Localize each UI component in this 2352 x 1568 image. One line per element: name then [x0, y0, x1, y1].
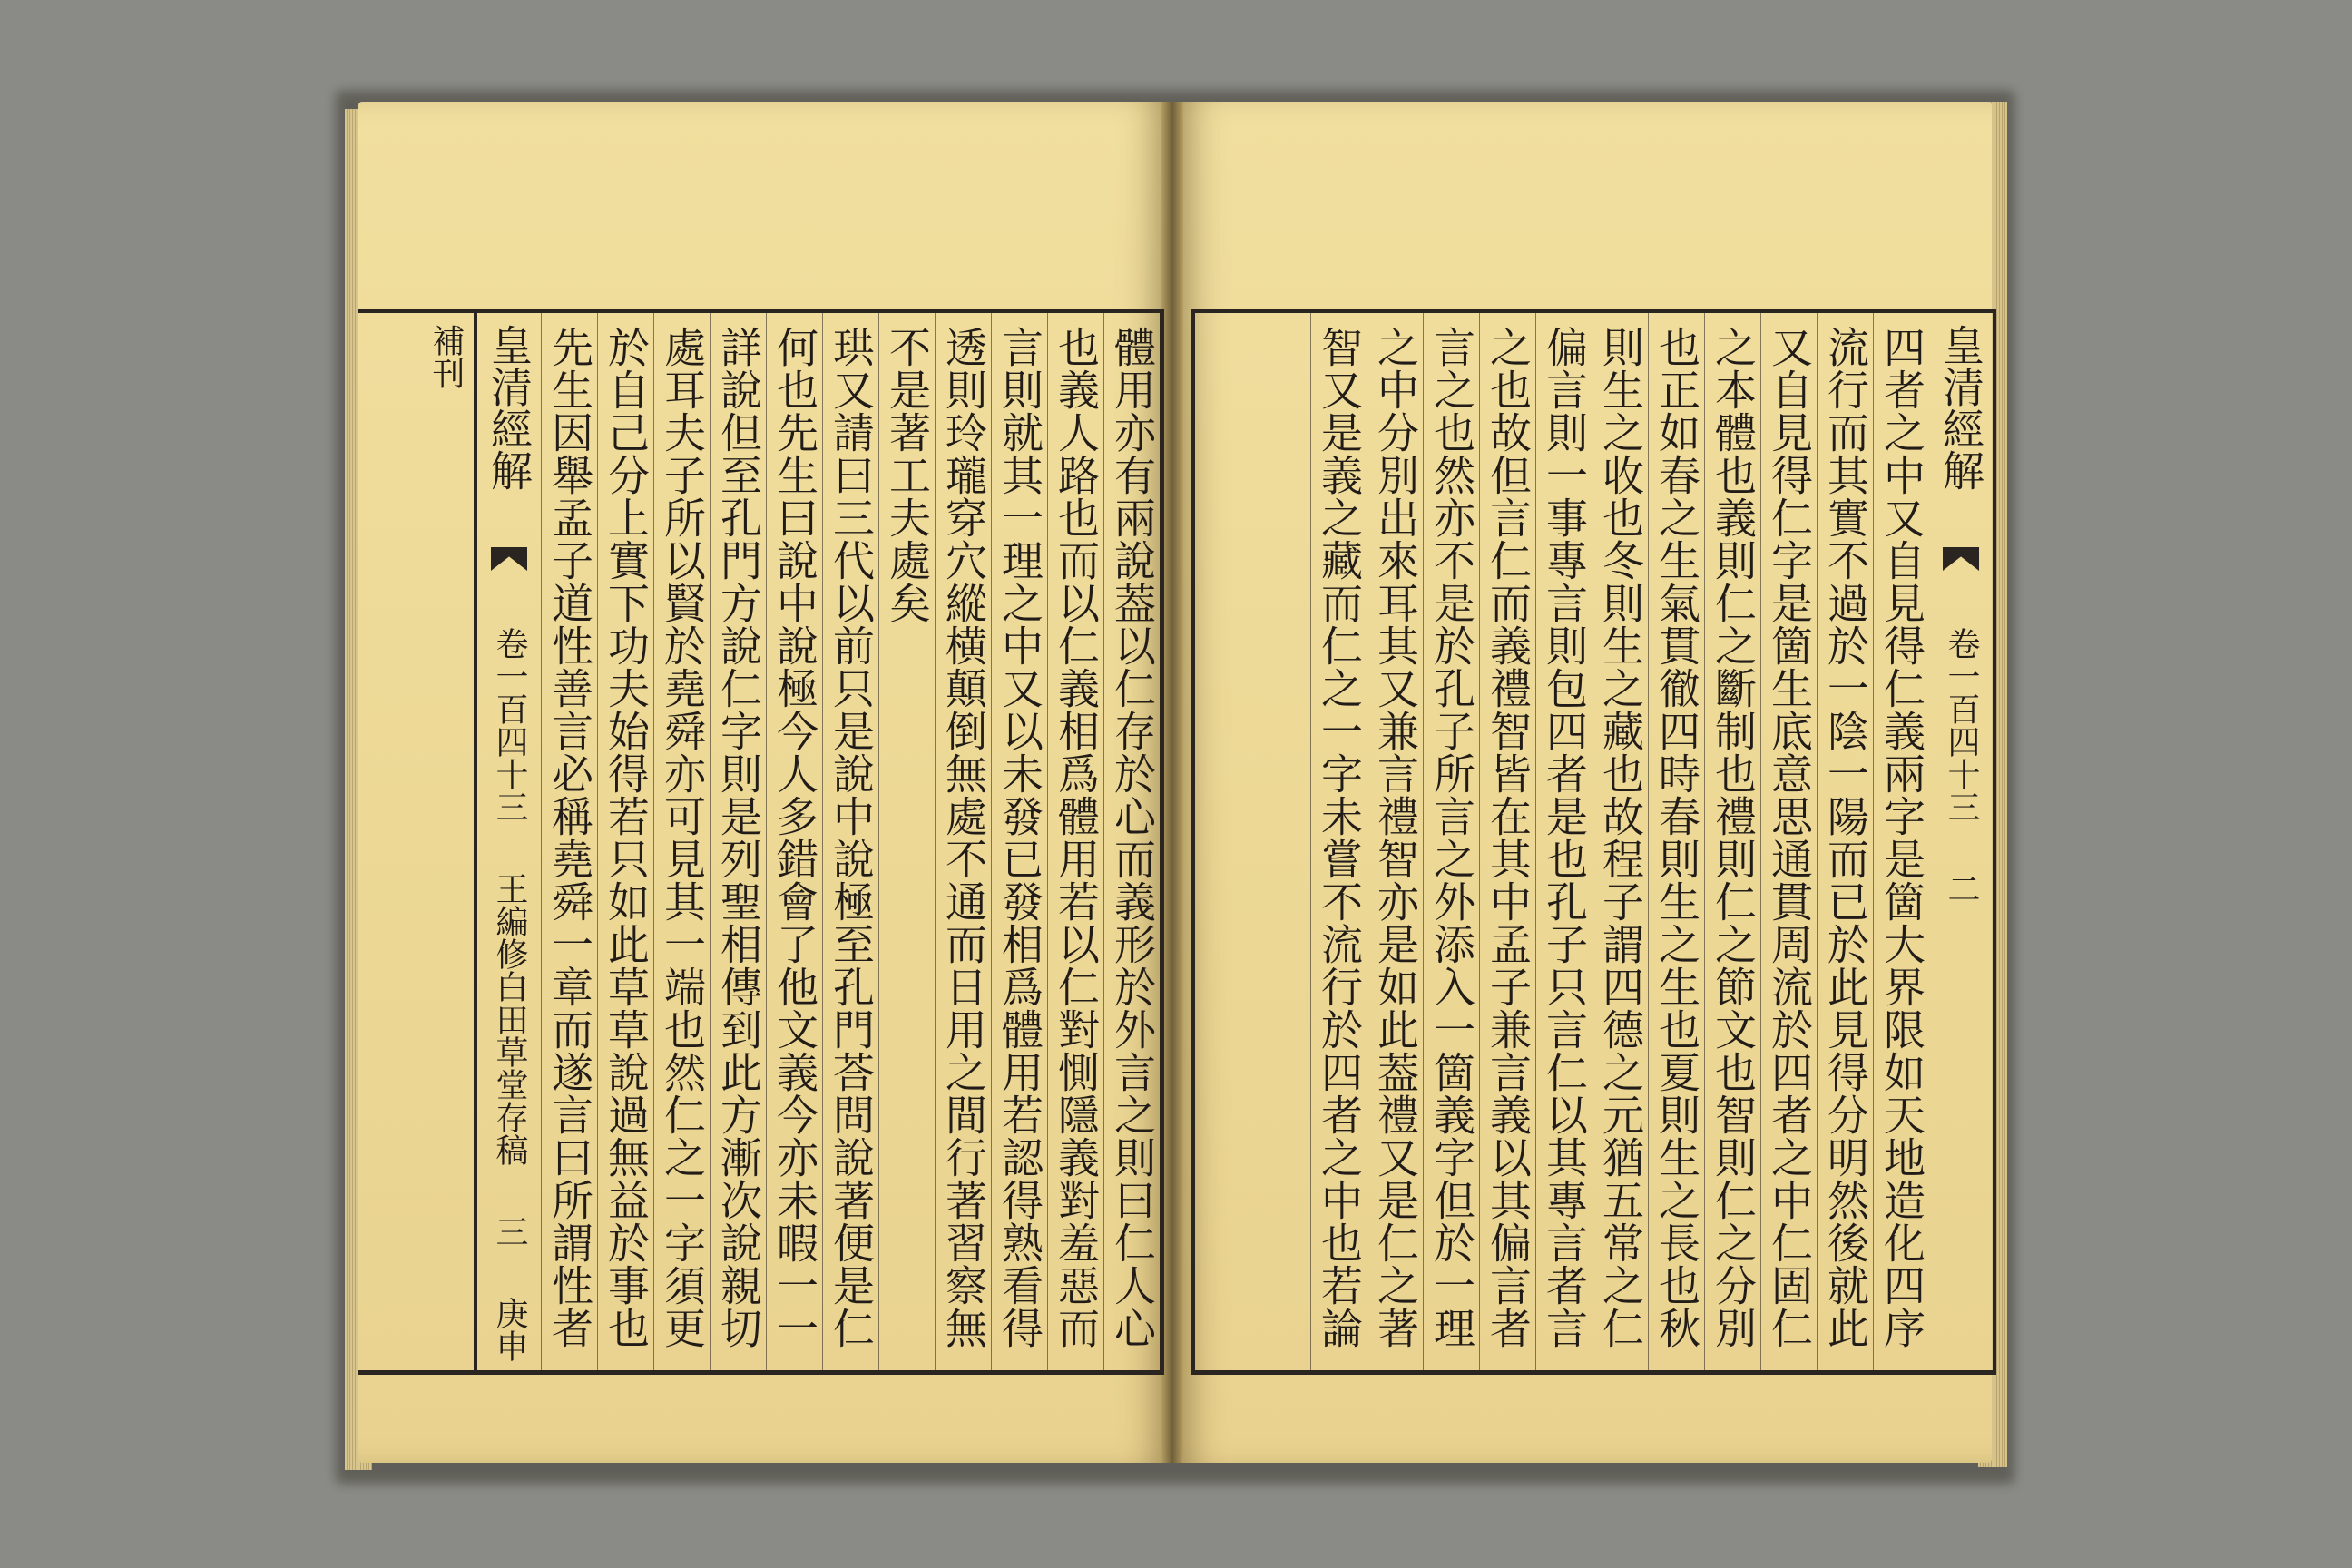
text-column: 之本體也義則仁之斷制也禮則仁之節文也智則仁之分別: [1704, 313, 1760, 1370]
left-text-frame: [358, 309, 1164, 1375]
text-column: 智又是義之藏而仁之一字未嘗不流行於四者之中也若論: [1310, 313, 1367, 1370]
banxin-folio: 二: [1943, 872, 1980, 905]
fishtail-mark: [1943, 547, 1979, 571]
left-columns: [358, 313, 1160, 1370]
text-column: 透則玲瓏穿穴縱横顛倒無處不通而日用之間行著習察無: [935, 313, 991, 1370]
text-column: 不是著工夫處矣: [878, 313, 935, 1370]
right-text-frame: [1191, 309, 1996, 1375]
text-column: 也義人路也而以仁義相爲體用若以仁對惻隱義對羞惡而: [1047, 313, 1103, 1370]
right-banxin: [1929, 313, 1996, 1370]
text-column: 又自見得仁字是箇生底意思通貫周流於四者之中仁固仁: [1760, 313, 1817, 1370]
text-column: 處耳夫子所以賢於堯舜亦可見其一端也然仁之一字須更: [653, 313, 710, 1370]
text-column: 也正如春之生氣貫徹四時春則生之生也夏則生之長也秋: [1648, 313, 1704, 1370]
text-column: 之中分別出來耳其又兼言禮智亦是如此葢禮又是仁之著: [1367, 313, 1423, 1370]
banxin-volume: 卷一百四十三: [491, 627, 528, 823]
book-gutter: [1161, 102, 1183, 1463]
text-column: 言則就其一理之中又以未發已發相爲體用若認得熟看得: [991, 313, 1047, 1370]
banxin-volume: 卷一百四十三: [1943, 627, 1980, 823]
text-column: 言之也然亦不是於孔子所言之外添入一箇義字但於一理: [1423, 313, 1479, 1370]
text-column: 流行而其實不過於一陰一陽而已於此見得分明然後就此: [1817, 313, 1873, 1370]
banxin-editor: 王編修白田草堂存稿: [491, 872, 528, 1166]
banxin-folio: 三: [491, 1215, 528, 1248]
banxin-note: 庚申補刊: [427, 324, 528, 1362]
text-column: 珙又請曰三代以前只是說中說極至孔門荅問說著便是仁: [822, 313, 878, 1370]
fishtail-mark: [491, 547, 527, 571]
text-column: 於自己分上實下功夫始得若只如此草草說過無益於事也: [597, 313, 653, 1370]
left-banxin: [427, 313, 541, 1370]
banxin-title: 皇清經解: [485, 324, 534, 491]
text-column: 偏言則一事專言則包四者是也孔子只言仁以其專言者言: [1535, 313, 1592, 1370]
text-column: 詳說但至孔門方說仁字則是列聖相傳到此方漸次說親切: [710, 313, 766, 1370]
text-column: 四者之中又自見得仁義兩字是箇大界限如天地造化四序: [1873, 313, 1929, 1370]
text-column: 體用亦有兩說葢以仁存於心而義形於外言之則曰仁人心: [1103, 313, 1160, 1370]
text-column: 先生因舉孟子道性善言必稱堯舜一章而遂言曰所謂性者: [541, 313, 597, 1370]
text-column: 則生之收也冬則生之藏也故程子謂四德之元猶五常之仁: [1592, 313, 1648, 1370]
text-column: 之也故但言仁而義禮智皆在其中孟子兼言義以其偏言者: [1479, 313, 1535, 1370]
banxin-title: 皇清經解: [1936, 324, 1985, 491]
right-columns: [1195, 313, 1996, 1370]
text-column: 何也先生曰說中說極今人多錯會了他文義今亦未暇一一: [766, 313, 822, 1370]
